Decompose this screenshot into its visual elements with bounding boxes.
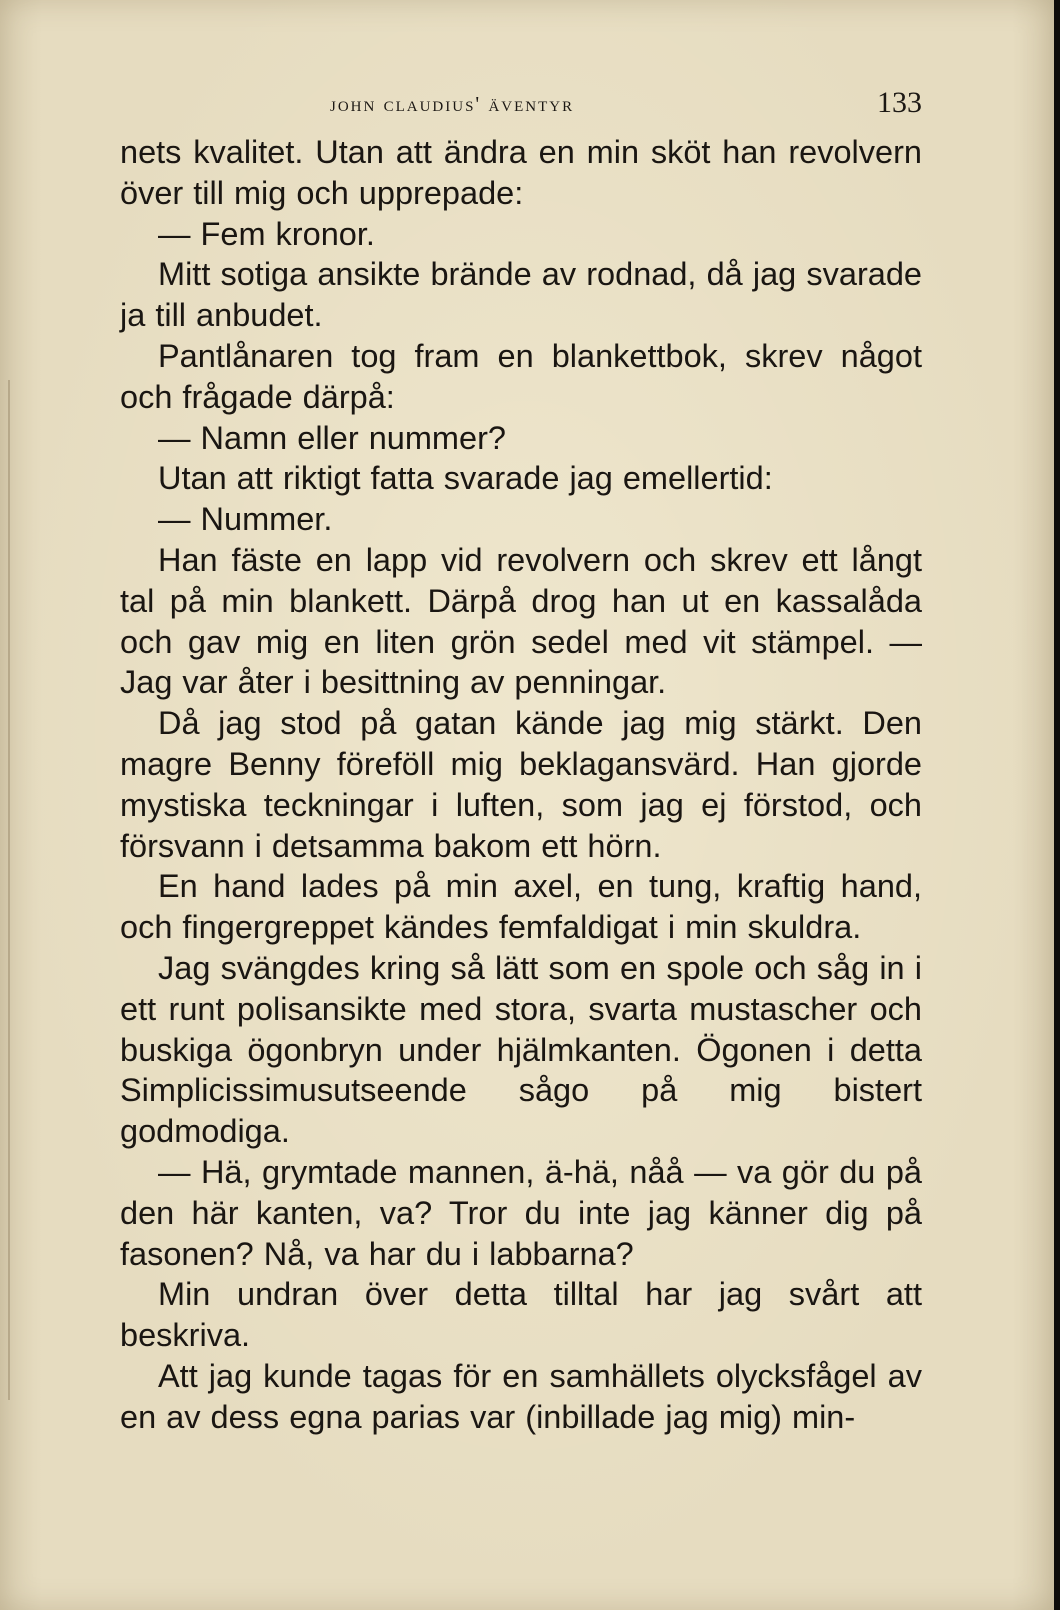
paragraph: Utan att riktigt fatta svarade jag emellertid: [158, 460, 773, 497]
paragraph: En hand lades på min axel, en tung, kraftig hand, och fingergreppet kändes femfaldigat i min skuldra. [120, 868, 922, 946]
page-header [120, 86, 922, 126]
paragraph: — Namn eller nummer? [158, 419, 506, 456]
paragraph: — Nummer. [158, 501, 333, 538]
paragraph: nets kvalitet. Utan att ändra en min sköt han revolvern över till mig och upprepade: [120, 134, 922, 211]
running-title: john claudius' äventyr [330, 92, 575, 116]
paragraph: Mitt sotiga ansikte brände av rodnad, då jag svarade ja till anbudet. [120, 256, 922, 334]
paragraph: Han fäste en lapp vid revolvern och skrev ett långt tal på min blankett. Därpå drog han ut en kassalåda och gav mig en liten grön sedel med vit stämpel. — Jag var åter i besittning av penningar. [120, 541, 922, 701]
paragraph: Min undran över detta tilltal har jag svårt att beskriva. [120, 1276, 922, 1354]
body-text [120, 132, 922, 1438]
paragraph: Då jag stod på gatan kände jag mig stärkt. Den magre Benny föreföll mig beklagansvärd. Han gjorde mystiska teckningar i luften, som jag ej förstod, och försvann i detsamma bakom ett hörn. [120, 705, 922, 864]
page-edge-shadow [8, 380, 10, 1400]
paragraph: Att jag kunde tagas för en samhällets olycksfågel av en av dess egna parias var (inbillade jag mig) min- [120, 1357, 922, 1435]
page-number: 133 [877, 86, 922, 119]
paragraph: Pantlånaren tog fram en blankettbok, skrev något och frågade därpå: [120, 337, 922, 415]
paragraph: — Fem kronor. [158, 215, 375, 252]
paragraph: — Hä, grymtade mannen, ä-hä, nåå — va gör du på den här kanten, va? Tror du inte jag känner dig på fasonen? Nå, va har du i labbarna? [120, 1153, 922, 1272]
paragraph: Jag svängdes kring så lätt som en spole och såg in i ett runt polisansikte med stora, svarta mustascher och buskiga ögonbryn under hjälmkanten. Ögonen i detta Simplicissimusutseende sågo på mig bistert godmodiga. [120, 949, 922, 1150]
